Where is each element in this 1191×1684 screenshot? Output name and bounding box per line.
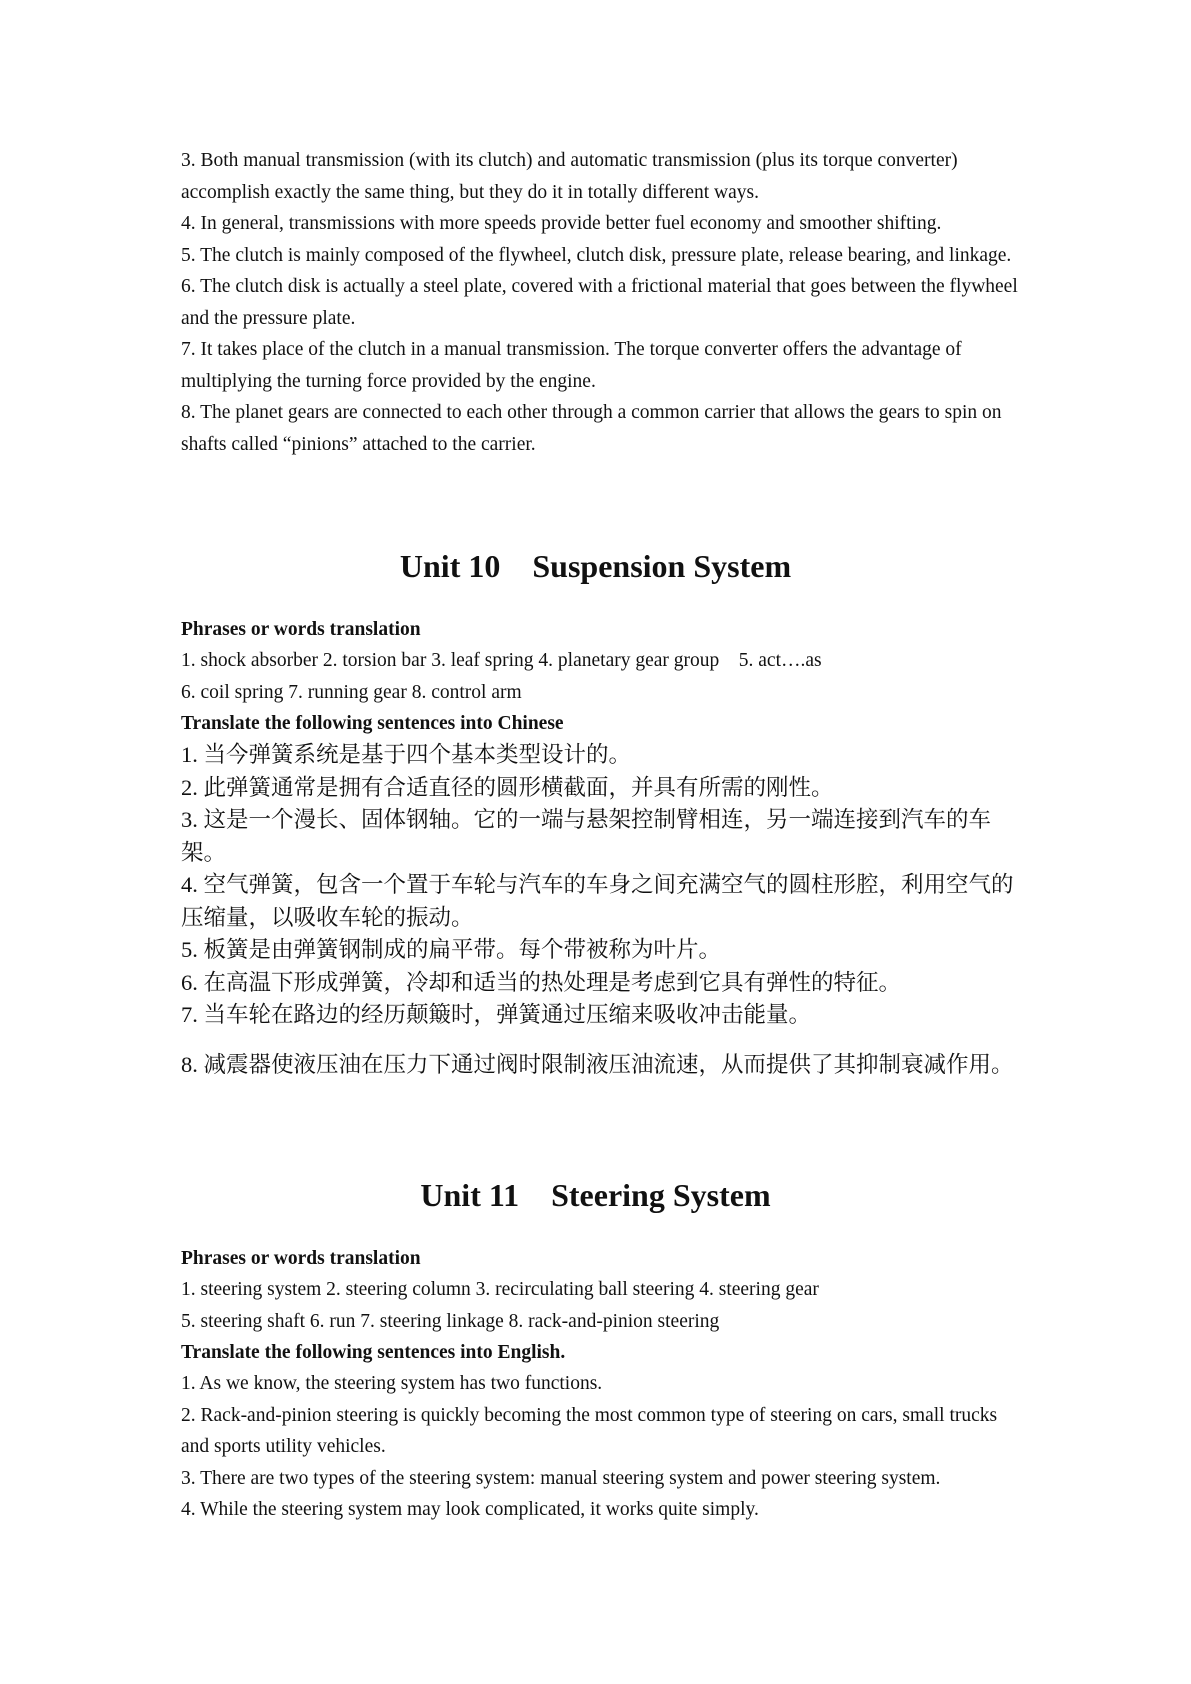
previous-unit-answers (181, 145, 1021, 460)
unit10-sentence: 4. 空气弹簧，包含一个置于车轮与汽车的车身之间充满空气的圆柱形腔，利用空气的压缩量，以吸收车轮的振动。 (181, 872, 1014, 930)
unit10-phrases-line: 1. shock absorber 2. torsion bar 3. leaf spring 4. planetary gear group 5. act….as (181, 650, 822, 671)
unit10-phrases-heading: Phrases or words translation (181, 619, 421, 640)
unit10-sentence: 5. 板簧是由弹簧钢制成的扁平带。每个带被称为叶片。 (181, 937, 722, 962)
unit10-sentence: 2. 此弹簧通常是拥有合适直径的圆形横截面，并具有所需的刚性。 (181, 774, 834, 800)
unit11-section (181, 1243, 1021, 1526)
unit10-sentence: 3. 这是一个漫长、固体钢轴。它的一端与悬架控制臂相连，另一端连接到汽车的车架。 (181, 807, 992, 865)
answer-item: 7. It takes place of the clutch in a manual transmission. The torque converter offers the advantage of multiplying the turning force provided by the engine. (181, 339, 962, 392)
unit10-sentence: 8. 减震器使液压油在压力下通过阀时限制液压油流速，从而提供了其抑制衰减作用。 (181, 1051, 1014, 1077)
unit11-sentence: 3. There are two types of the steering system: manual steering system and power steering system. (181, 1467, 941, 1489)
unit10-phrases-line: 6. coil spring 7. running gear 8. control arm (181, 681, 522, 703)
unit10-sentence: 1. 当今弹簧系统是基于四个基本类型设计的。 (181, 742, 632, 767)
unit10-section (181, 614, 1021, 1087)
unit11-translate-heading: Translate the following sentences into English. (181, 1342, 566, 1363)
unit10-sentence: 7. 当车轮在路边的经历颠簸时，弹簧通过压缩来吸收冲击能量。 (181, 1002, 812, 1027)
unit10-title: Unit 10 Suspension System (399, 548, 792, 584)
unit11-title: Unit 11 Steering System (420, 1177, 771, 1213)
unit11-phrases-heading: Phrases or words translation (181, 1248, 421, 1269)
answer-item: 4. In general, transmissions with more speeds provide better fuel economy and smoother shifting. (181, 213, 942, 234)
answer-item: 8. The planet gears are connected to each other through a common carrier that allows the gears to spin on shafts called “pinions” attached to the carrier. (181, 402, 1002, 455)
answer-item: 6. The clutch disk is actually a steel plate, covered with a frictional material that goes between the flywheel and the pressure plate. (181, 276, 1018, 329)
unit10-sentence: 6. 在高温下形成弹簧，冷却和适当的热处理是考虑到它具有弹性的特征。 (181, 969, 902, 995)
unit11-phrases-line: 1. steering system 2. steering column 3. recirculating ball steering 4. steering gear (181, 1279, 819, 1300)
answer-item: 5. The clutch is mainly composed of the flywheel, clutch disk, pressure plate, release bearing, and linkage. (181, 244, 1012, 266)
unit11-sentence: 1. As we know, the steering system has two functions. (181, 1373, 603, 1394)
answer-item: 3. Both manual transmission (with its clutch) and automatic transmission (plus its torque converter) accomplish exactly the same thing, but they do it in totally different ways. (181, 150, 958, 203)
unit11-phrases-line: 5. steering shaft 6. run 7. steering linkage 8. rack-and-pinion steering (181, 1310, 720, 1332)
unit11-sentence: 2. Rack-and-pinion steering is quickly becoming the most common type of steering on cars, small trucks and sports utility vehicles. (181, 1404, 998, 1457)
unit11-sentence: 4. While the steering system may look complicated, it works quite simply. (181, 1499, 759, 1520)
unit10-translate-heading: Translate the following sentences into Chinese (181, 713, 564, 734)
